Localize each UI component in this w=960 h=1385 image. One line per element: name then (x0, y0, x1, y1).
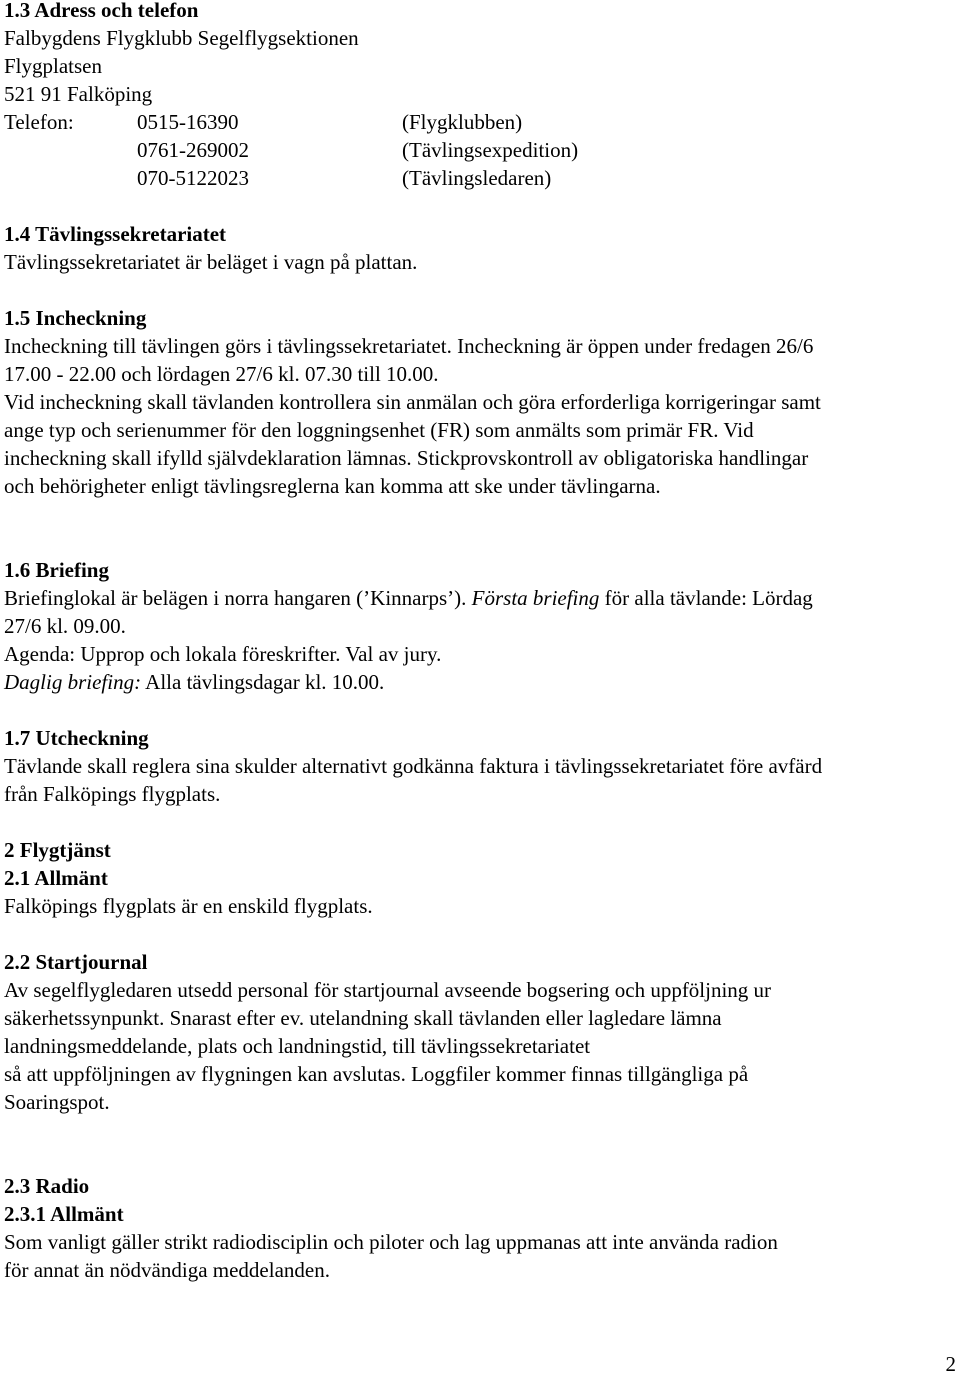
section-heading-1-5: 1.5 Incheckning (4, 306, 147, 330)
page-number: 2 (945, 1352, 956, 1376)
address-line: Falbygdens Flygklubb Segelflygsektionen (4, 26, 359, 50)
section-heading-1-7: 1.7 Utcheckning (4, 726, 149, 750)
text-run: för alla tävlande: Lördag (599, 586, 813, 610)
paragraph-line: incheckning skall ifylld självdeklaration lämnas. Stickprovskontroll av obligatoriska handlingar (4, 446, 809, 470)
paragraph-line: så att uppföljningen av flygningen kan avslutas. Loggfiler kommer finnas tillgängliga på (4, 1062, 749, 1086)
paragraph-line: 17.00 - 22.00 och lördagen 27/6 kl. 07.30 till 10.00. (4, 362, 439, 386)
paragraph-line: Soaringspot. (4, 1090, 110, 1114)
paragraph-line: Agenda: Upprop och lokala föreskrifter. Val av jury. (4, 642, 442, 666)
paragraph-line: Av segelflygledaren utsedd personal för startjournal avseende bogsering och uppföljning ur (4, 978, 772, 1002)
text-run: Briefinglokal är belägen i norra hangaren (’Kinnarps’). (4, 586, 472, 610)
phone-row (4, 136, 956, 164)
phone-note: (Tävlingsexpedition) (402, 138, 579, 162)
paragraph-line: Incheckning till tävlingen görs i tävlingssekretariatet. Incheckning är öppen under fredagen 26/6 (4, 334, 814, 358)
paragraph-line: för annat än nödvändiga meddelanden. (4, 1258, 330, 1282)
section-heading-1-6: 1.6 Briefing (4, 558, 109, 582)
section-heading-1-4: 1.4 Tävlingssekretariatet (4, 222, 227, 246)
paragraph-line: och behörigheter enligt tävlingsreglerna kan komma att ske under tävlingarna. (4, 474, 661, 498)
phone-note: (Flygklubben) (402, 110, 523, 134)
address-line: Flygplatsen (4, 54, 102, 78)
paragraph-line: från Falköpings flygplats. (4, 782, 221, 806)
phone-label: Telefon: (4, 110, 74, 134)
paragraph-line: Som vanligt gäller strikt radiodisciplin och piloter och lag uppmanas att inte använda radion (4, 1230, 778, 1254)
paragraph-line (4, 668, 956, 696)
phone-row (4, 164, 956, 192)
paragraph-line: Tävlande skall reglera sina skulder alternativt godkänna faktura i tävlingssekretariatet före avfärd (4, 754, 823, 778)
paragraph-line: landningsmeddelande, plats och landningstid, till tävlingssekretariatet (4, 1034, 591, 1058)
document-page (4, 0, 956, 1284)
phone-row (4, 108, 956, 136)
phone-number: 0761-269002 (137, 138, 249, 162)
paragraph-line: Tävlingssekretariatet är beläget i vagn på plattan. (4, 250, 418, 274)
paragraph-line: Vid incheckning skall tävlanden kontrollera sin anmälan och göra erforderliga korrigeringar samt (4, 390, 821, 414)
phone-number: 0515-16390 (137, 110, 239, 134)
address-line: 521 91 Falköping (4, 82, 153, 106)
text-run: Alla tävlingsdagar kl. 10.00. (141, 670, 385, 694)
phone-note: (Tävlingsledaren) (402, 166, 552, 190)
paragraph-line: säkerhetssynpunkt. Snarast efter ev. utelandning skall tävlanden eller lagledare lämna (4, 1006, 722, 1030)
section-heading-2-1: 2.1 Allmänt (4, 866, 108, 890)
paragraph-line: ange typ och serienummer för den loggningsenhet (FR) som anmälts som primär FR. Vid (4, 418, 754, 442)
paragraph-line (4, 584, 956, 612)
section-heading-1-3: 1.3 Adress och telefon (4, 0, 199, 22)
section-heading-2: 2 Flygtjänst (4, 838, 111, 862)
emphasis-text: Daglig briefing: (4, 670, 142, 694)
section-heading-2-2: 2.2 Startjournal (4, 950, 148, 974)
paragraph-line: 27/6 kl. 09.00. (4, 614, 126, 638)
section-heading-2-3: 2.3 Radio (4, 1174, 90, 1198)
paragraph-line: Falköpings flygplats är en enskild flygplats. (4, 894, 373, 918)
section-heading-2-3-1: 2.3.1 Allmänt (4, 1202, 124, 1226)
phone-number: 070-5122023 (137, 166, 249, 190)
emphasis-text: Första briefing (471, 586, 600, 610)
